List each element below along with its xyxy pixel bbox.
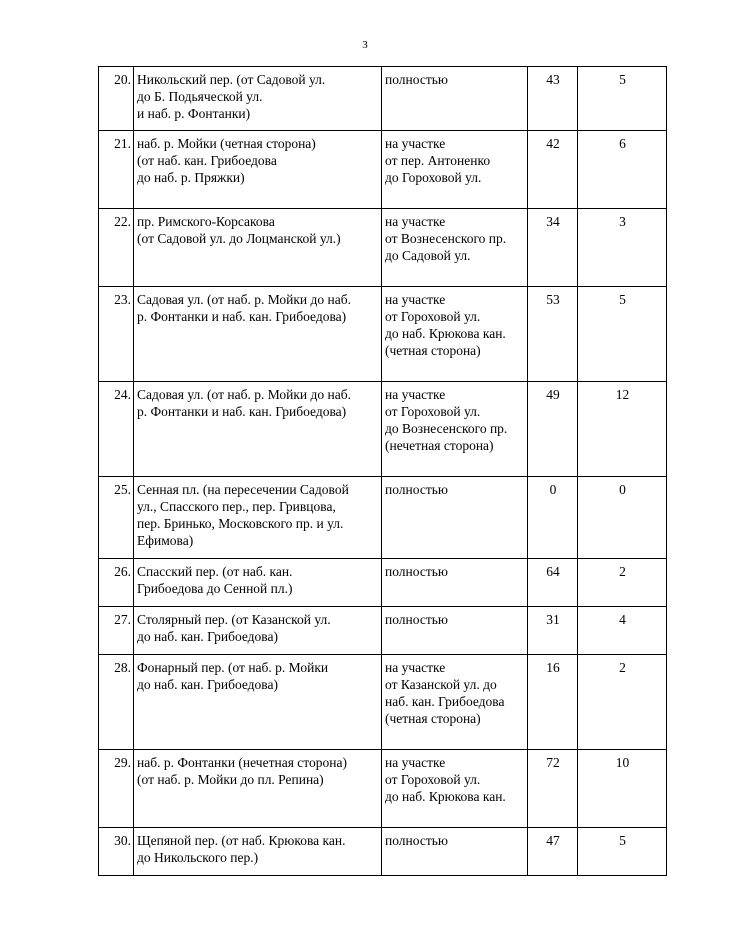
table-row — [99, 131, 667, 209]
row-number: 25. — [99, 477, 134, 559]
section-description: на участке от пер. Антоненко до Гороховой ул. — [382, 131, 528, 209]
row-number: 26. — [99, 559, 134, 607]
value-a: 49 — [528, 382, 578, 477]
value-a: 31 — [528, 607, 578, 655]
street-name: Спасский пер. (от наб. кан. Грибоедова до Сенной пл.) — [134, 559, 382, 607]
table-row — [99, 559, 667, 607]
section-description: полностью — [382, 828, 528, 876]
table-row — [99, 287, 667, 382]
value-b: 5 — [578, 828, 667, 876]
value-a: 53 — [528, 287, 578, 382]
table-row — [99, 750, 667, 828]
table-row — [99, 655, 667, 750]
table-row — [99, 209, 667, 287]
street-name: Садовая ул. (от наб. р. Мойки до наб. р. Фонтанки и наб. кан. Грибоедова) — [134, 287, 382, 382]
table-row — [99, 828, 667, 876]
section-description: на участке от Гороховой ул. до Вознесенского пр. (нечетная сторона) — [382, 382, 528, 477]
value-b: 10 — [578, 750, 667, 828]
row-number: 30. — [99, 828, 134, 876]
section-description: на участке от Гороховой ул. до наб. Крюкова кан. — [382, 750, 528, 828]
value-a: 47 — [528, 828, 578, 876]
section-description: полностью — [382, 559, 528, 607]
value-a: 72 — [528, 750, 578, 828]
value-a: 0 — [528, 477, 578, 559]
table-row — [99, 607, 667, 655]
street-name: Никольский пер. (от Садовой ул. до Б. Подьяческой ул. и наб. р. Фонтанки) — [134, 67, 382, 131]
street-name: Столярный пер. (от Казанской ул. до наб. кан. Грибоедова) — [134, 607, 382, 655]
value-b: 5 — [578, 287, 667, 382]
value-b: 3 — [578, 209, 667, 287]
row-number: 22. — [99, 209, 134, 287]
value-b: 6 — [578, 131, 667, 209]
section-description: на участке от Казанской ул. до наб. кан. Грибоедова (четная сторона) — [382, 655, 528, 750]
table-row — [99, 67, 667, 131]
value-a: 42 — [528, 131, 578, 209]
row-number: 23. — [99, 287, 134, 382]
section-description: полностью — [382, 607, 528, 655]
section-description: на участке от Вознесенского пр. до Садовой ул. — [382, 209, 528, 287]
value-b: 5 — [578, 67, 667, 131]
value-a: 43 — [528, 67, 578, 131]
row-number: 29. — [99, 750, 134, 828]
page-number: 3 — [362, 39, 368, 51]
row-number: 28. — [99, 655, 134, 750]
value-a: 16 — [528, 655, 578, 750]
table-row — [99, 477, 667, 559]
table-row — [99, 382, 667, 477]
street-name: наб. р. Фонтанки (нечетная сторона) (от наб. р. Мойки до пл. Репина) — [134, 750, 382, 828]
street-name: Сенная пл. (на пересечении Садовой ул., Спасского пер., пер. Гривцова, пер. Бринько, Московского пр. и ул. Ефимова) — [134, 477, 382, 559]
street-name: наб. р. Мойки (четная сторона) (от наб. кан. Грибоедова до наб. р. Пряжки) — [134, 131, 382, 209]
street-name: Щепяной пер. (от наб. Крюкова кан. до Никольского пер.) — [134, 828, 382, 876]
value-b: 0 — [578, 477, 667, 559]
street-name: Фонарный пер. (от наб. р. Мойки до наб. кан. Грибоедова) — [134, 655, 382, 750]
section-description: на участке от Гороховой ул. до наб. Крюкова кан. (четная сторона) — [382, 287, 528, 382]
streets-table — [98, 66, 667, 876]
row-number: 21. — [99, 131, 134, 209]
value-b: 12 — [578, 382, 667, 477]
row-number: 20. — [99, 67, 134, 131]
row-number: 27. — [99, 607, 134, 655]
section-description: полностью — [382, 477, 528, 559]
value-a: 64 — [528, 559, 578, 607]
section-description: полностью — [382, 67, 528, 131]
value-b: 2 — [578, 559, 667, 607]
street-name: пр. Римского-Корсакова (от Садовой ул. до Лоцманской ул.) — [134, 209, 382, 287]
street-name: Садовая ул. (от наб. р. Мойки до наб. р. Фонтанки и наб. кан. Грибоедова) — [134, 382, 382, 477]
value-a: 34 — [528, 209, 578, 287]
row-number: 24. — [99, 382, 134, 477]
value-b: 4 — [578, 607, 667, 655]
value-b: 2 — [578, 655, 667, 750]
